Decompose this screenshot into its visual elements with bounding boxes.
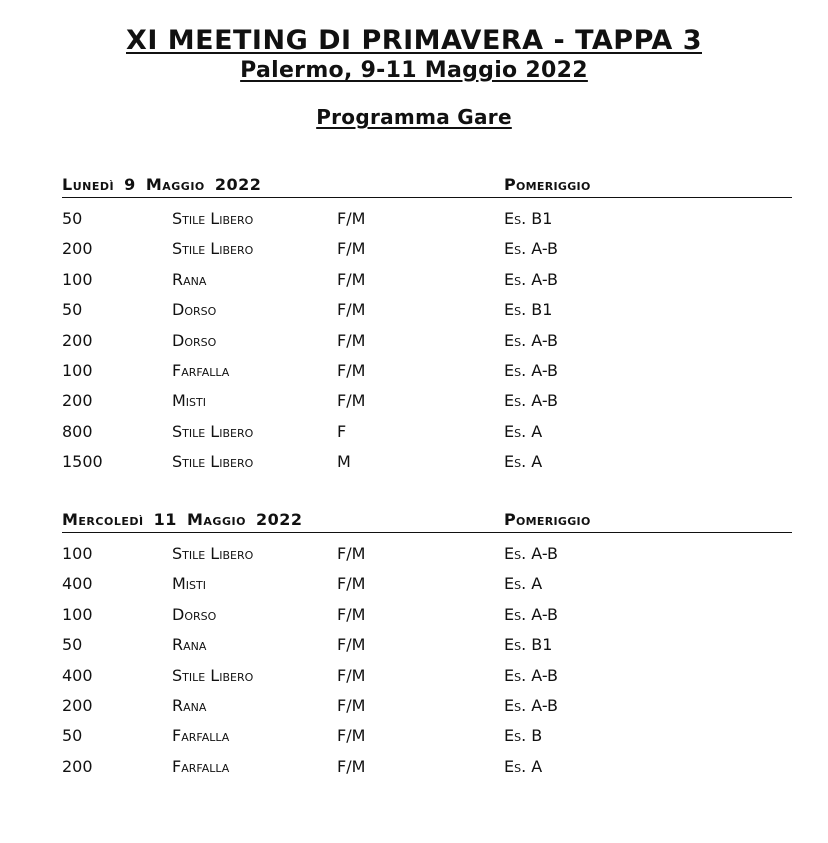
event-category: Es. A-B [504,239,559,259]
event-style: Dorso [172,330,217,350]
event-row [62,757,792,787]
event-distance: 200 [62,695,93,715]
event-row [62,239,792,269]
event-row [62,270,792,300]
event-sex: F/M [337,239,366,259]
event-style: Farfalla [172,360,230,380]
session-label: Pomeriggio [504,510,591,529]
event-sex: F/M [337,635,366,655]
event-category: Es. A-B [504,544,559,563]
event-sex: F [337,421,347,441]
event-row [62,666,792,696]
event-category: Es. A-B [504,665,559,685]
event-sex: F/M [337,330,366,350]
event-distance: 50 [62,726,83,746]
event-category: Es. A [504,756,543,776]
event-row [62,209,792,239]
event-sex: F/M [337,695,366,715]
event-row [62,696,792,726]
event-style: Stile Libero [172,544,254,563]
event-sex: F/M [337,360,366,380]
event-category: Es. A-B [504,391,559,411]
event-category: Es. A-B [504,695,559,715]
event-category: Es. B1 [504,209,553,228]
event-distance: 50 [62,635,83,655]
event-distance: 100 [62,544,93,563]
event-category: Es. A-B [504,330,559,350]
event-style: Farfalla [172,726,230,746]
event-row [62,574,792,604]
event-distance: 100 [62,269,93,289]
event-sex: F/M [337,391,366,411]
event-distance: 200 [62,756,93,776]
day-label: Mercoledì 11 Maggio 2022 [62,510,303,529]
event-distance: 800 [62,421,93,441]
event-sex: F/M [337,604,366,624]
event-style: Dorso [172,604,217,624]
event-row [62,331,792,361]
event-category: Es. B1 [504,300,553,320]
event-category: Es. A [504,452,543,472]
event-distance: 400 [62,574,93,594]
event-style: Stile Libero [172,239,254,259]
event-style: Stile Libero [172,421,254,441]
event-style: Farfalla [172,756,230,776]
event-category: Es. A [504,421,543,441]
event-style: Misti [172,391,206,411]
event-distance: 50 [62,209,83,228]
event-style: Rana [172,269,207,289]
event-category: Es. A-B [504,269,559,289]
event-style: Stile Libero [172,665,254,685]
event-distance: 100 [62,604,93,624]
event-category: Es. B [504,726,543,746]
event-style: Stile Libero [172,209,254,228]
event-style: Rana [172,635,207,655]
event-sex: F/M [337,544,366,563]
event-row [62,391,792,421]
event-sex: F/M [337,300,366,320]
section-title: Programma Gare [316,105,512,129]
event-style: Stile Libero [172,452,254,472]
event-row [62,300,792,330]
event-category: Es. A-B [504,604,559,624]
event-sex: F/M [337,756,366,776]
document-title: XI MEETING DI PRIMAVERA - TAPPA 3 [126,25,702,56]
event-category: Es. A-B [504,360,559,380]
event-sex: F/M [337,665,366,685]
event-row [62,544,792,574]
event-category: Es. B1 [504,635,553,655]
event-sex: F/M [337,574,366,594]
session-label: Pomeriggio [504,175,591,194]
event-row [62,726,792,756]
event-distance: 50 [62,300,83,320]
event-distance: 200 [62,239,93,259]
event-list [62,209,792,483]
event-row [62,361,792,391]
event-row [62,635,792,665]
event-row [62,605,792,635]
day-label: Lunedì 9 Maggio 2022 [62,175,262,194]
event-distance: 200 [62,391,93,411]
event-distance: 100 [62,360,93,380]
event-row [62,452,792,482]
event-sex: F/M [337,269,366,289]
event-sex: M [337,452,351,472]
day-header [62,510,792,533]
document-subtitle: Palermo, 9-11 Maggio 2022 [240,58,588,83]
event-style: Rana [172,695,207,715]
event-row [62,422,792,452]
event-style: Dorso [172,300,217,320]
event-style: Misti [172,574,206,594]
event-category: Es. A [504,574,543,594]
day-header [62,175,792,198]
day-block-wednesday [62,510,792,787]
event-list [62,544,792,787]
event-distance: 1500 [62,452,103,472]
event-sex: F/M [337,726,366,746]
event-distance: 400 [62,665,93,685]
day-block-monday [62,175,792,483]
event-distance: 200 [62,330,93,350]
event-sex: F/M [337,209,366,228]
